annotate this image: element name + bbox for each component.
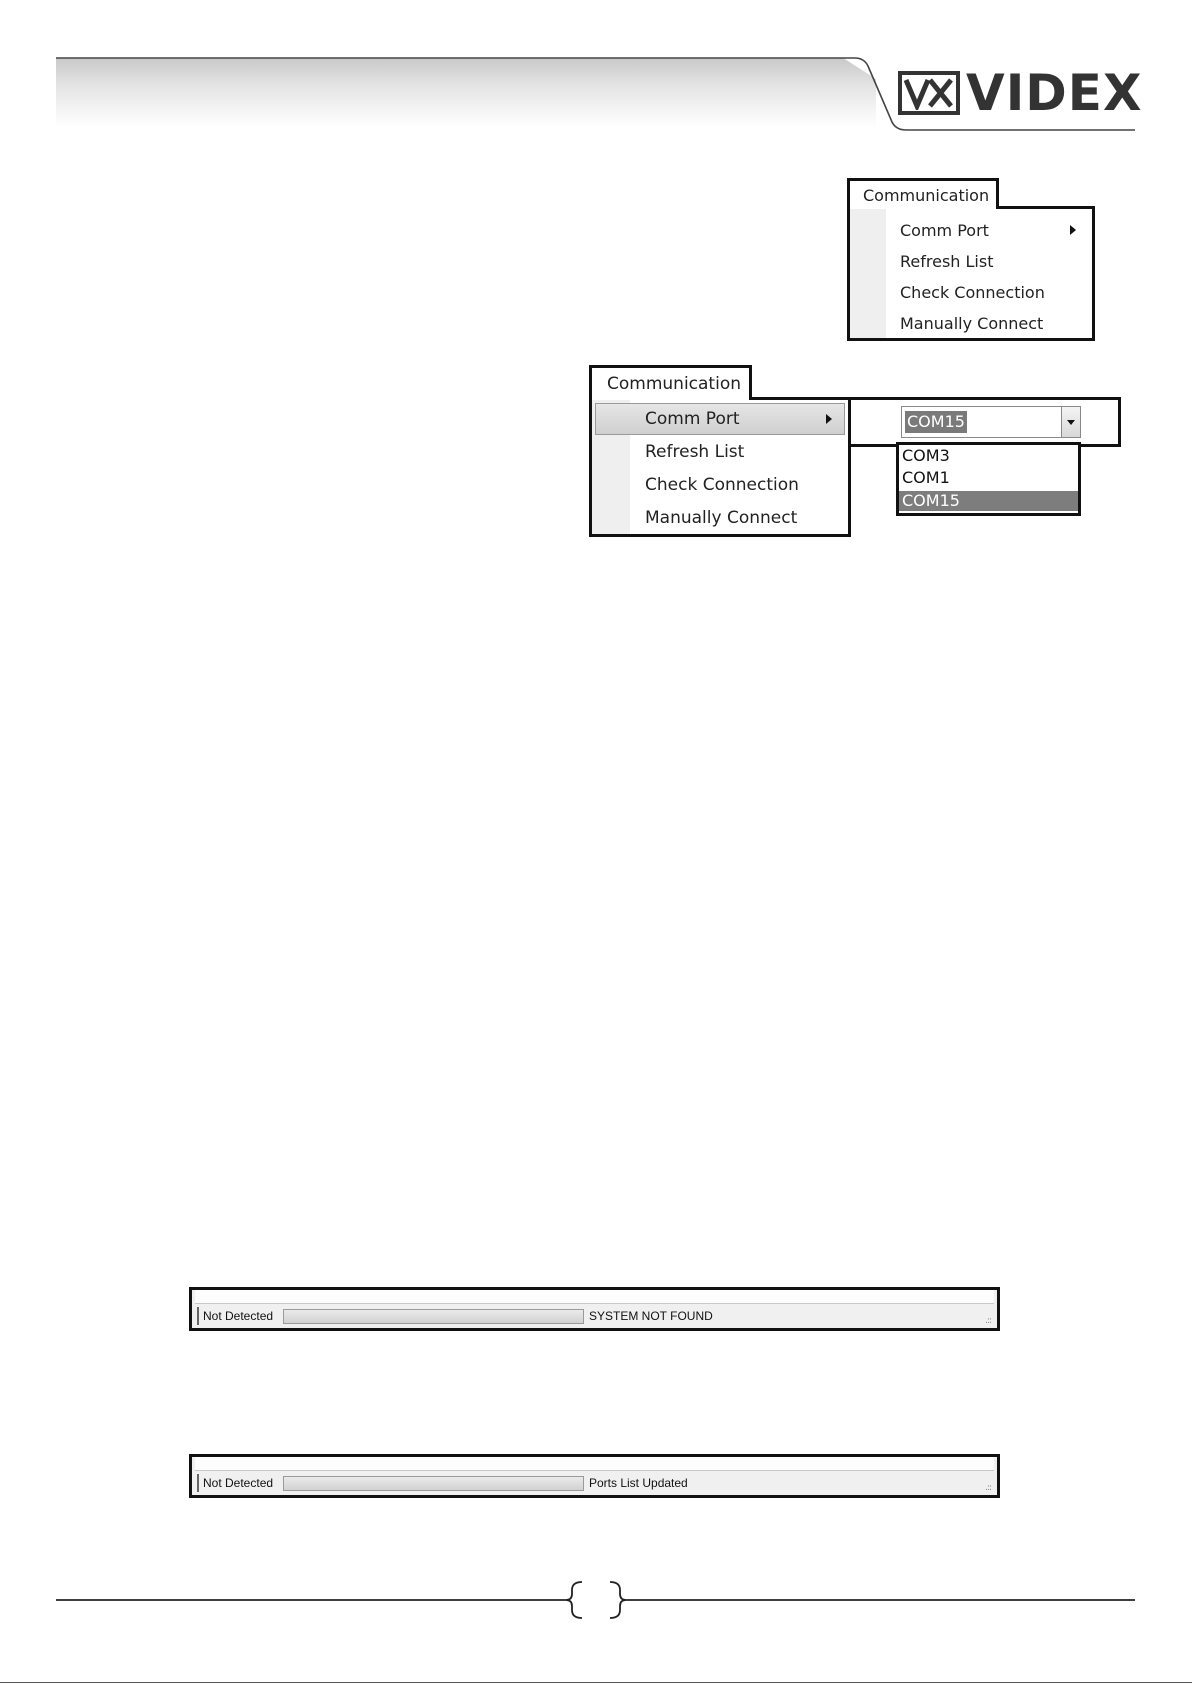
menu-item-manually-connect[interactable] [592,502,848,534]
status-progress-bar [283,1309,584,1324]
comm-port-dropdown-list [896,442,1081,516]
menu-item-refresh-list[interactable] [850,246,1092,276]
page-bottom-edge [0,1682,1192,1683]
status-bar-system-not-found [189,1287,1000,1331]
status-bar-ports-list-updated [189,1454,1000,1498]
menu-item-label: Manually Connect [645,508,798,528]
menu-item-label: Comm Port [645,409,740,429]
menu-item-label: Refresh List [900,251,994,271]
submenu-arrow-icon [1070,225,1076,235]
menu-tab-label: Communication [863,185,990,205]
status-message-text: SYSTEM NOT FOUND [589,1309,713,1323]
menu-item-manually-connect[interactable] [850,308,1092,338]
logo-mark [898,71,960,115]
status-progress-bar [283,1476,584,1491]
comm-port-submenu [848,397,1121,447]
status-bar-grip [197,1474,199,1492]
menu-dropdown [847,206,1095,341]
status-bar-grip [197,1307,199,1325]
footer-divider [0,1560,1192,1620]
videx-logo [898,64,1143,122]
logo-wordmark: VIDEX [966,64,1143,122]
menu-item-label: Comm Port [900,220,989,240]
menu-item-check-connection[interactable] [850,277,1092,307]
menu-item-comm-port[interactable] [850,215,1092,245]
submenu-arrow-icon [826,414,832,424]
menu-dropdown [589,397,851,537]
vx-mark-icon [903,76,955,110]
combobox-dropdown-button[interactable] [1061,407,1080,437]
menu-item-label: Check Connection [900,282,1045,302]
resize-grip-icon[interactable]: .:: [985,1483,991,1493]
menu-item-refresh-list[interactable] [592,436,848,468]
menu-tab-communication[interactable] [847,178,999,209]
status-bar-row [192,1473,997,1495]
menu-item-label: Manually Connect [900,313,1044,333]
dropdown-option-com15[interactable]: COM15 [899,491,1078,511]
connection-status-text: Not Detected [203,1476,274,1490]
status-bar-top-edge [195,1457,994,1471]
resize-grip-icon[interactable]: .:: [985,1316,991,1326]
menu-screenshot-expanded [589,365,1121,537]
comm-port-combobox[interactable] [901,406,1081,438]
combobox-value: COM15 [907,412,965,431]
dropdown-option-com3[interactable]: COM3 [902,446,950,465]
status-bar-row [192,1306,997,1328]
menu-tab-communication[interactable] [589,365,752,400]
dropdown-option-com1[interactable]: COM1 [902,468,950,487]
menu-item-label: Check Connection [645,475,799,495]
connection-status-text: Not Detected [203,1309,274,1323]
menu-item-comm-port[interactable] [595,403,845,435]
menu-item-check-connection[interactable] [592,469,848,501]
menu-item-label: Refresh List [645,442,745,462]
chevron-down-icon [1067,420,1075,425]
status-bar-top-edge [195,1290,994,1304]
menu-tab-label: Communication [607,374,741,394]
menu-screenshot-collapsed [847,178,1095,341]
status-message-text: Ports List Updated [589,1476,688,1490]
